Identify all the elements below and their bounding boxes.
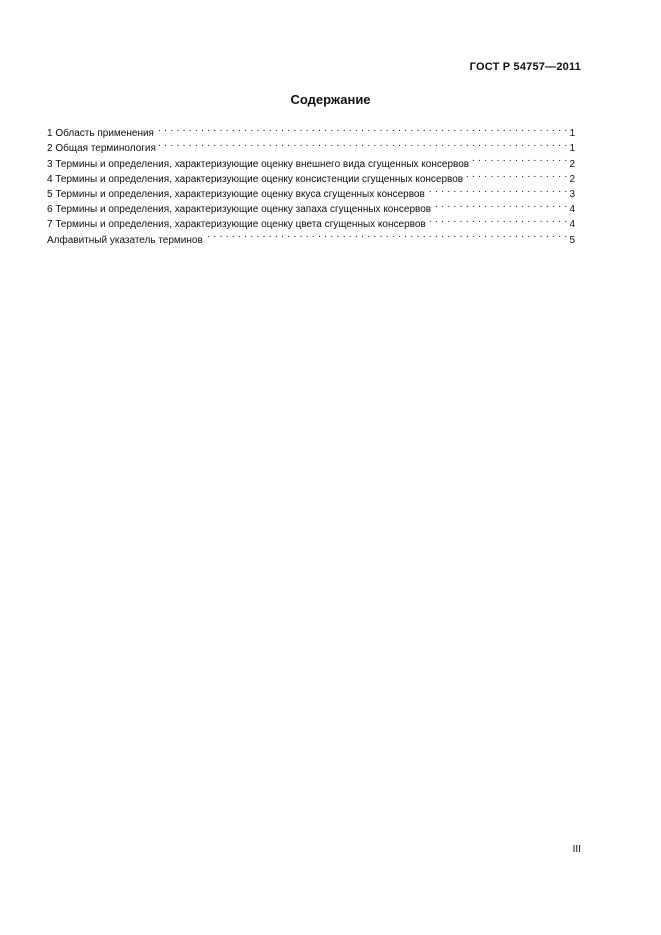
- toc-item-page: 5: [569, 234, 575, 246]
- toc-leader-dots: [158, 136, 568, 151]
- toc-item-text: 3 Термины и определения, характеризующие оценку внешнего вида сгущенных консервов: [47, 158, 470, 170]
- toc-item-page: 2: [569, 158, 575, 170]
- toc-item-text: 2 Общая терминология: [47, 143, 156, 155]
- toc-item-page: 1: [569, 143, 575, 155]
- toc-item-text: 4 Термины и определения, характеризующие оценку консистенции сгущенных консервов: [47, 173, 464, 185]
- toc-leader-dots: [156, 121, 567, 136]
- toc-leader-dots: [433, 197, 567, 212]
- toc-item-page: 4: [569, 204, 575, 216]
- toc-item-page: 4: [569, 219, 575, 231]
- toc-item[interactable]: [47, 121, 575, 140]
- toc-item-text: 1 Область применения: [47, 128, 154, 140]
- toc-item-page: 2: [569, 173, 575, 185]
- toc-leader-dots: [465, 167, 567, 182]
- toc-item-text: Алфавитный указатель терминов: [47, 234, 203, 246]
- toc-leader-dots: [428, 212, 568, 227]
- toc-item-text: 7 Термины и определения, характеризующие оценку цвета сгущенных консервов: [47, 219, 426, 231]
- page-number: III: [572, 844, 581, 855]
- toc-item-page: 3: [569, 188, 575, 200]
- toc-item-text: 5 Термины и определения, характеризующие оценку вкуса сгущенных консервов: [47, 188, 425, 200]
- toc-leader-dots: [471, 151, 567, 166]
- toc-leader-dots: [427, 182, 568, 197]
- toc-item-text: 6 Термины и определения, характеризующие оценку запаха сгущенных консервов: [47, 204, 432, 216]
- table-of-contents: [47, 121, 575, 246]
- toc-leader-dots: [205, 227, 568, 242]
- toc-item-page: 1: [569, 128, 575, 140]
- toc-title: Содержание: [290, 92, 371, 107]
- document-code: ГОСТ Р 54757—2011: [469, 61, 581, 73]
